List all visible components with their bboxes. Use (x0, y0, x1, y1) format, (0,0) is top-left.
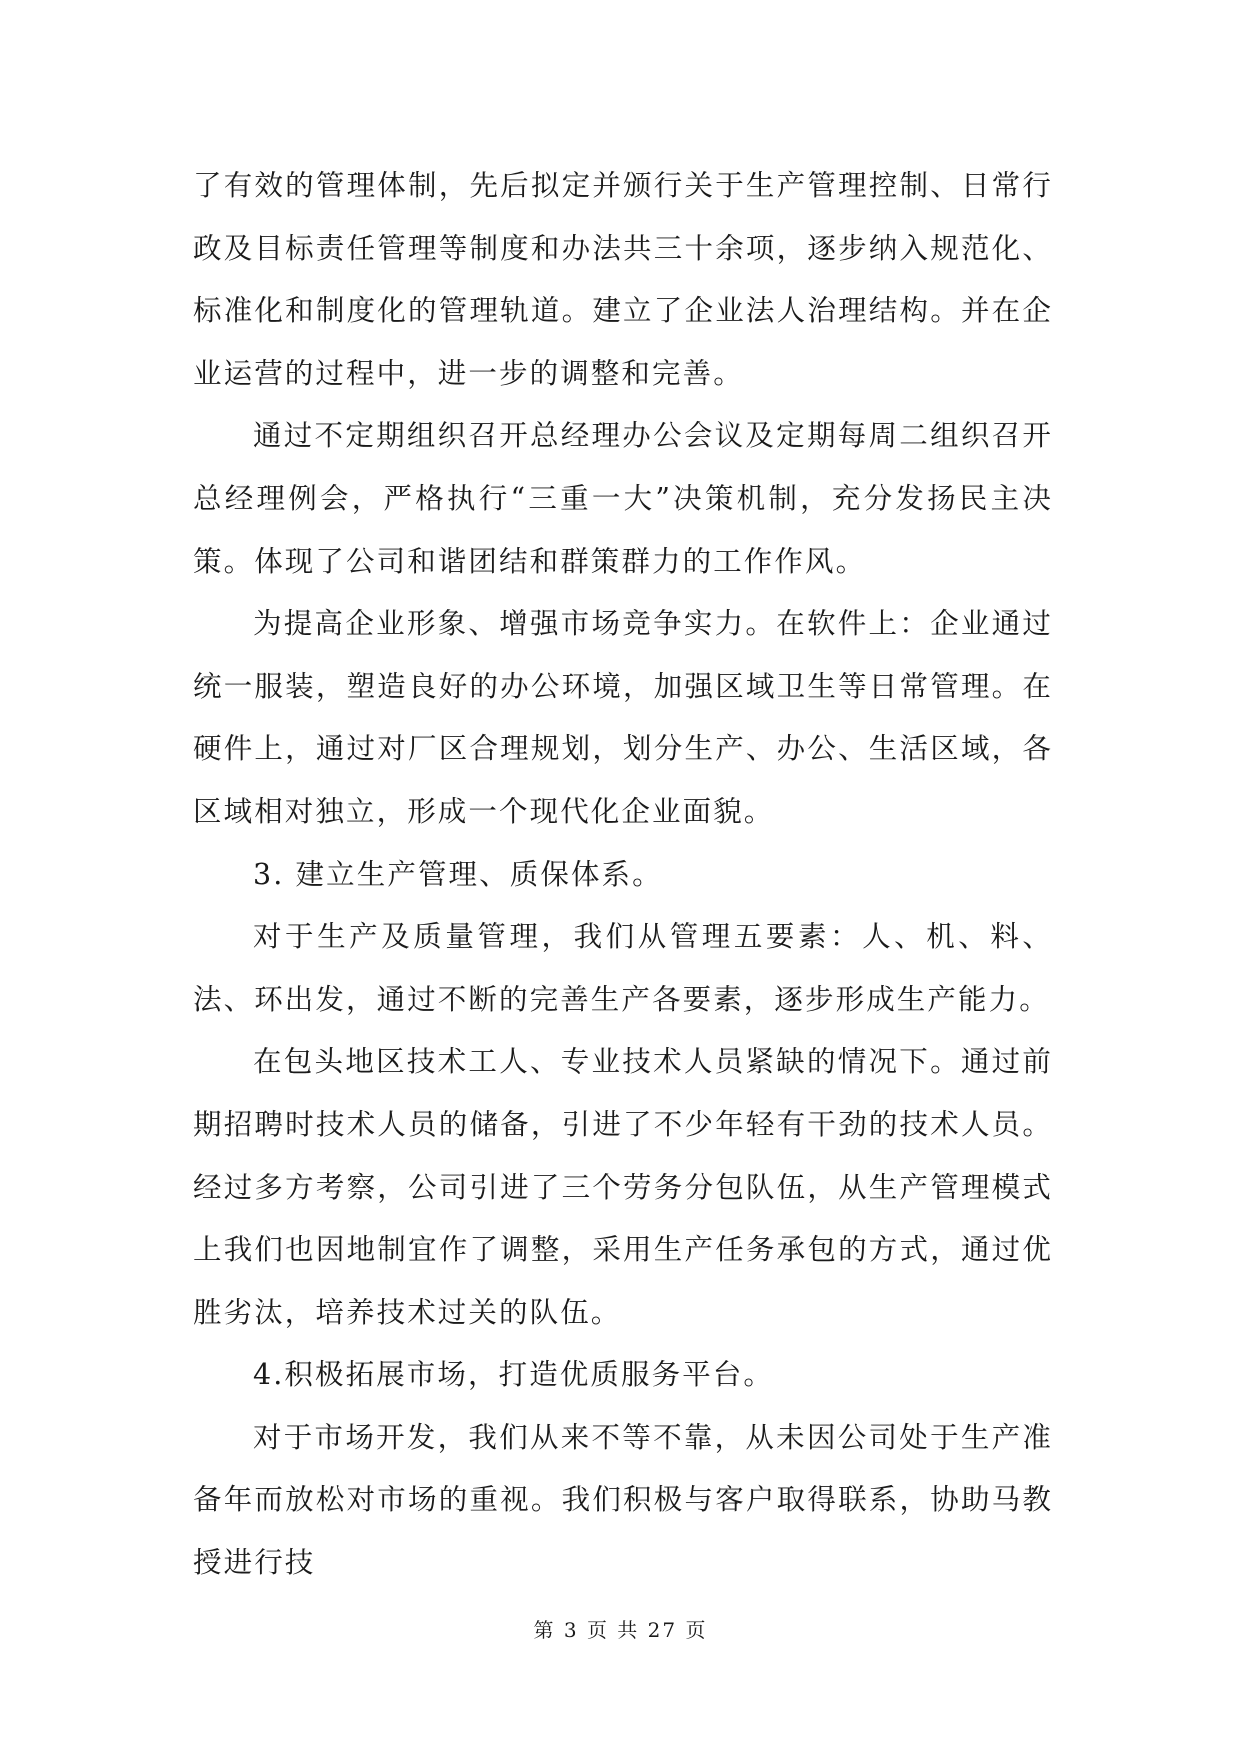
document-body (193, 155, 1053, 1595)
paragraph-2: 通过不定期组织召开总经理办公会议及定期每周二组织召开总经理例会，严格执行“三重一大”决策机制，充分发扬民主决策。体现了公司和谐团结和群策群力的工作作风。 (193, 419, 1053, 578)
paragraph-1: 了有效的管理体制，先后拟定并颁行关于生产管理控制、日常行政及目标责任管理等制度和办法共三十余项，逐步纳入规范化、标准化和制度化的管理轨道。建立了企业法人治理结构。并在企业运营的过程中，进一步的调整和完善。 (193, 169, 1053, 390)
section-heading-4: 4.积极拓展市场，打造优质服务平台。 (253, 1358, 774, 1392)
paragraph-4: 对于生产及质量管理，我们从管理五要素：人、机、料、法、环出发，通过不断的完善生产各要素，逐步形成生产能力。 (193, 920, 1053, 1016)
paragraph-6: 对于市场开发，我们从来不等不靠，从未因公司处于生产准备年而放松对市场的重视。我们积极与客户取得联系，协助马教授进行技 (193, 1420, 1053, 1580)
paragraph-5: 在包头地区技术工人、专业技术人员紧缺的情况下。通过前期招聘时技术人员的储备，引进了不少年轻有干劲的技术人员。经过多方考察，公司引进了三个劳务分包队伍，从生产管理模式上我们也因地制宜作了调整，采用生产任务承包的方式，通过优胜劣汰，培养技术过关的队伍。 (193, 1045, 1053, 1329)
paragraph-3: 为提高企业形象、增强市场竞争实力。在软件上：企业通过统一服装，塑造良好的办公环境，加强区域卫生等日常管理。在硬件上，通过对厂区合理规划，划分生产、办公、生活区域，各区域相对独立，形成一个现代化企业面貌。 (193, 607, 1053, 828)
section-heading-3: 3. 建立生产管理、质保体系。 (253, 857, 663, 891)
page-number-footer: 第 3 页 共 27 页 (533, 1618, 708, 1642)
